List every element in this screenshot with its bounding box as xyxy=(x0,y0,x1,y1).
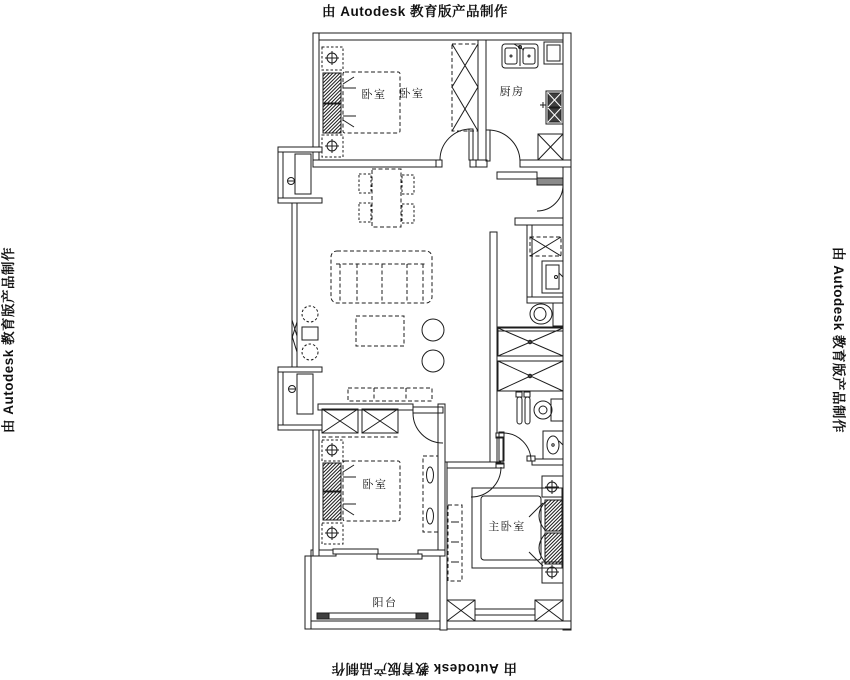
hatch-line xyxy=(545,533,552,540)
flue-shaft-icon xyxy=(538,134,563,160)
watermark-top: 由 Autodesk 教育版产品制作 xyxy=(321,4,509,19)
hatch-line xyxy=(545,533,559,547)
hatch-line xyxy=(556,525,563,532)
hatch-line xyxy=(323,73,340,90)
armchair-icon xyxy=(422,319,444,341)
door-leaf xyxy=(486,130,490,161)
coffee-table-icon xyxy=(356,316,404,346)
wall-top xyxy=(318,33,570,40)
door-bath xyxy=(499,432,535,461)
hatch-line xyxy=(545,514,562,531)
wall-kitchen-west xyxy=(478,40,486,160)
ac-bay-bottom xyxy=(278,367,322,430)
ac-unit-icon xyxy=(297,374,313,414)
hatch-line xyxy=(323,104,330,111)
bedroom-top-inner-label: 卧室 xyxy=(361,89,387,101)
lamp-icon xyxy=(325,51,339,65)
hatch-line xyxy=(545,533,562,550)
wall-bottom xyxy=(305,621,571,629)
hatch-line xyxy=(545,500,552,507)
hatch-line xyxy=(545,500,562,517)
bed-icon xyxy=(343,461,400,521)
wall-balcony-left xyxy=(305,556,311,629)
wall-counter-shelf xyxy=(527,297,563,303)
door-leaf xyxy=(537,178,563,185)
stool-icon xyxy=(302,306,318,322)
bed-icon xyxy=(343,72,400,133)
wall-right xyxy=(563,33,571,630)
hatch-line xyxy=(545,507,562,524)
hatch-line xyxy=(340,490,341,491)
hatch-line xyxy=(323,492,340,509)
hatch-line xyxy=(323,104,340,121)
hatch-line xyxy=(324,86,341,103)
chair-icon xyxy=(359,174,371,193)
corner-cabinet-icon xyxy=(544,42,563,64)
room-bedroom-top xyxy=(322,44,478,167)
sliding-door-balcony xyxy=(333,549,422,559)
hatch-line xyxy=(323,463,330,470)
dining-table-icon xyxy=(372,169,401,227)
lamp-icon xyxy=(325,139,339,153)
hatch-line xyxy=(545,537,562,554)
watermark-left: 由 Autodesk 教育版产品制作 xyxy=(1,246,16,434)
wardrobe-icon xyxy=(452,44,478,131)
kitchen-label: 厨房 xyxy=(499,86,525,98)
wall-niche-top xyxy=(515,218,563,225)
ac-unit-icon xyxy=(295,154,311,194)
door-bedroom-top xyxy=(436,129,476,167)
wall-bedroom3-east xyxy=(438,404,445,556)
room-kitchen xyxy=(486,42,563,161)
wall-dining-north xyxy=(313,160,440,167)
tv-cabinet-icon xyxy=(348,388,432,401)
room-balcony xyxy=(317,596,428,619)
elevator-shaft-icon xyxy=(498,328,563,356)
wall-core-west xyxy=(490,232,497,465)
hatch-line xyxy=(329,121,342,134)
lamp-icon xyxy=(545,480,559,494)
hatch-line xyxy=(323,73,330,80)
bedroom-bottom-label: 卧室 xyxy=(362,479,388,491)
toilet-icon xyxy=(530,303,563,326)
hatch-line xyxy=(335,97,342,104)
bedroom-top-label: 卧室 xyxy=(399,88,425,100)
hatch-line xyxy=(323,463,340,480)
hatch-line xyxy=(323,492,330,499)
door-arc xyxy=(471,467,501,497)
lamp-icon xyxy=(545,565,559,579)
chair-icon xyxy=(402,204,414,223)
hatch-line xyxy=(545,504,562,521)
chair-icon xyxy=(359,203,371,222)
wall-kitchen-south xyxy=(520,160,571,167)
hatch-line xyxy=(328,90,342,104)
wall-master-north xyxy=(443,462,501,468)
wall-bath-south xyxy=(532,459,563,465)
living-area xyxy=(302,251,444,401)
washbasin-icon xyxy=(543,431,563,459)
master-bedroom-label: 主卧室 xyxy=(488,521,526,533)
tall-cabinet-icon xyxy=(423,456,438,532)
hatch-line xyxy=(323,492,337,506)
lamp-icon xyxy=(325,526,339,540)
hatch-line xyxy=(545,547,562,564)
chair-icon xyxy=(402,175,414,194)
door-leaf xyxy=(497,437,503,464)
door-arc xyxy=(440,129,471,160)
hatch-line xyxy=(556,558,563,565)
stool-icon xyxy=(302,344,318,360)
room-bedroom-bottom xyxy=(322,407,443,559)
wall-left-top xyxy=(313,33,319,160)
door-kitchen xyxy=(486,130,520,161)
dining-area xyxy=(359,169,414,227)
wardrobe-icon xyxy=(448,505,462,581)
watermark-right: 由 Autodesk 教育版产品制作 xyxy=(831,246,846,434)
armchair-icon xyxy=(422,350,444,372)
hatch-line xyxy=(323,463,337,477)
hatch-line xyxy=(545,511,562,528)
door-leaf xyxy=(469,129,473,160)
wall-left-bedroom3 xyxy=(313,430,319,556)
balcony-window xyxy=(317,613,428,619)
elevator-shaft-icon xyxy=(498,361,563,391)
hatch-line xyxy=(323,104,337,118)
walls xyxy=(278,33,571,630)
hatch-line xyxy=(545,544,562,561)
balcony-label: 阳台 xyxy=(372,597,398,609)
sofa-icon xyxy=(331,251,432,303)
washbasin-icon xyxy=(542,261,563,293)
side-table-icon xyxy=(302,327,318,340)
lamp-icon xyxy=(325,443,339,457)
watermarks xyxy=(0,3,847,677)
stove-icon xyxy=(540,91,563,124)
hatch-line xyxy=(340,519,341,520)
wheelchair-icon xyxy=(516,392,563,424)
wall-entry xyxy=(497,172,537,179)
shoe-cabinet-icon xyxy=(530,237,561,256)
door-arc xyxy=(488,130,520,161)
hatch-line xyxy=(545,500,559,514)
window-master xyxy=(447,600,563,621)
door-arc xyxy=(537,185,563,211)
hatch-line xyxy=(323,73,337,87)
wardrobe-icon xyxy=(322,409,398,437)
hatch-line xyxy=(545,540,562,557)
hatch-line xyxy=(549,518,563,532)
entry-door xyxy=(537,178,563,211)
watermark-bottom: 由 Autodesk 教育版产品制作 xyxy=(330,661,518,676)
kitchen-sink-icon xyxy=(502,44,538,68)
